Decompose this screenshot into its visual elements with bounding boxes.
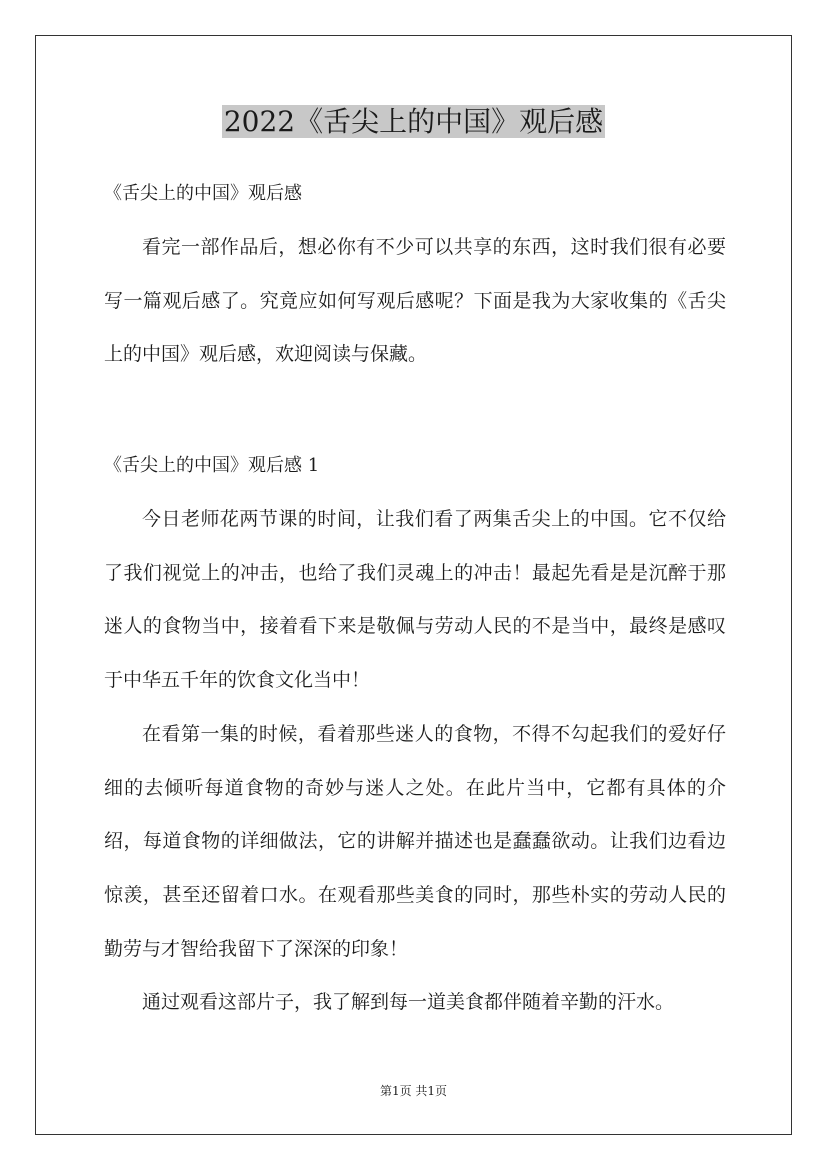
page-number-footer: 第1页 共1页 <box>379 1084 448 1098</box>
body-paragraph-2: 在看第一集的时候，看着那些迷人的食物，不得不勾起我们的爱好仔细的去倾听每道食物的奇妙与迷人之处。在此片当中，它都有具体的介绍，每道食物的详细做法，它的讲解并描述也是蠢蠢欲动。让我们边看边惊羡，甚至还留着口水。在观看那些美食的同时，那些朴实的劳动人民的勤劳与才智给我留下了深深的印象！ <box>104 723 726 960</box>
intro-paragraph: 看完一部作品后，想必你有不少可以共享的东西，这时我们很有必要写一篇观后感了。究竟应如何写观后感呢？下面是我为大家收集的《舌尖上的中国》观后感，欢迎阅读与保藏。 <box>104 236 726 366</box>
intro-heading: 《舌尖上的中国》观后感 <box>104 183 302 204</box>
body-paragraph-1: 今日老师花两节课的时间，让我们看了两集舌尖上的中国。它不仅给了我们视觉上的冲击，也给了我们灵魂上的冲击！最起先看是是沉醉于那迷人的食物当中，接着看下来是敬佩与劳动人民的不是当中，最终是感叹于中华五千年的饮食文化当中！ <box>104 508 726 692</box>
document-title: 2022《舌尖上的中国》观后感 <box>223 105 604 138</box>
section-heading: 《舌尖上的中国》观后感 1 <box>104 455 320 476</box>
body-paragraph-3: 通过观看这部片子，我了解到每一道美食都伴随着辛勤的汗水。 <box>142 991 675 1013</box>
